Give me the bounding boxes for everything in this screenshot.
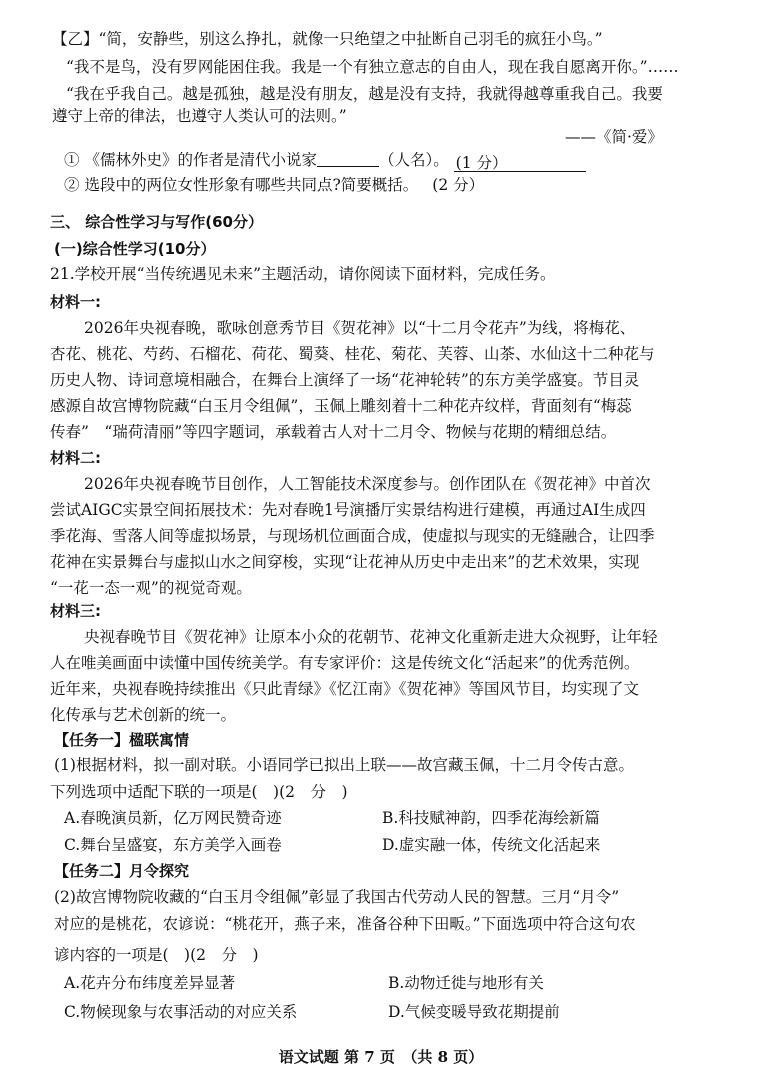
material-line: 人在唯美画面中读懂中国传统美学。有专家评价：这是传统文化“活起来”的优秀范例。	[50, 654, 640, 672]
material-line: 2026年央视春晚节目创作，人工智能技术深度参与。创作团队在《贺花神》中首次	[84, 475, 651, 493]
task-question: 谚内容的一项是( )(2 分 )	[54, 946, 259, 964]
task-title: 【任务一】楹联寓情	[54, 731, 190, 749]
passage-line: “我在乎我自己。越是孤独，越是没有朋友，越是没有支持，我就得越尊重我自己。我要	[66, 85, 663, 103]
material-label: 材料三:	[50, 602, 101, 620]
material-line: 央视春晚节目《贺花神》让原本小众的花朝节、花神文化重新走进大众视野，让年轻	[84, 628, 658, 646]
material-line: 尝试AIGC实景空间拓展技术：先对春晚1号演播厅实景结构进行建模，再通过AI生成四	[50, 501, 646, 519]
option-a[interactable]: A.春晚演员新，亿万网民赞奇迹	[64, 809, 282, 827]
question-2-marker: ②	[64, 176, 80, 194]
task-question: 下列选项中适配下联的一项是( )(2 分 )	[50, 783, 348, 801]
material-line: 杏花、桃花、芍药、石榴花、荷花、蜀葵、桂花、菊花、芙蓉、山茶、水仙这十二种花与	[50, 345, 655, 363]
passage-line: 【乙】“简，安静些，别这么挣扎，就像一只绝望之中扯断自己羽毛的疯狂小鸟。”	[52, 30, 603, 48]
material-line: 化传承与艺术创新的统一。	[50, 706, 237, 724]
question-2-text: 选段中的两位女性形象有哪些共同点?简要概括。	[84, 176, 419, 194]
task-question: 对应的是桃花，农谚说：“桃花开，燕子来，准备谷种下田畈。”下面选项中符合这句农	[54, 915, 636, 933]
option-a[interactable]: A.花卉分布纬度差异显著	[64, 974, 236, 992]
option-b[interactable]: B.动物迁徙与地形有关	[388, 974, 544, 992]
passage-line: “我不是鸟，没有罗网能困住我。我是一个有独立意志的自由人，现在我自愿离开你。”……	[66, 58, 679, 76]
question-1	[64, 150, 586, 172]
question-1-text: 《儒林外史》的作者是清代小说家	[84, 151, 317, 169]
task-question: (1)根据材料，拟一副对联。小语同学已拟出上联——故宫藏玉佩，十二月令传古意。	[54, 756, 634, 774]
option-b[interactable]: B.科技赋神韵，四季花海绘新篇	[382, 809, 600, 827]
option-d[interactable]: D.虚实融一体，传统文化活起来	[382, 836, 601, 854]
subsection-heading: (一)综合性学习(10分）	[54, 240, 216, 258]
option-c[interactable]: C.物候现象与农事活动的对应关系	[64, 1003, 298, 1021]
material-line: 花神在实景舞台与虚拟山水之间穿梭，实现“让花神从历史中走出来”的艺术效果，实现	[50, 553, 640, 571]
option-d[interactable]: D.气候变暖导致花期提前	[388, 1003, 560, 1021]
question-1-tail: （人名）。	[378, 151, 449, 169]
question-1-marker: ①	[64, 151, 80, 169]
page-footer: 语文试题 第 7 页 （共 8 页）	[278, 1048, 484, 1066]
material-line: 历史人物、诗词意境相融合，在舞台上演绎了一场“花神轮转”的东方美学盛宴。节目灵	[50, 371, 640, 389]
answer-blank[interactable]	[317, 150, 379, 167]
task-question: (2)故宫博物院收藏的“白玉月令组佩”彰显了我国古代劳动人民的智慧。三月“月令”	[54, 888, 620, 906]
passage-source: ——《简·爱》	[565, 128, 663, 146]
material-line: 季花海、雪落人间等虚拟场景，与现场机位画面合成，使虚拟与现实的无缝融合，让四季	[50, 527, 655, 545]
material-line: 传春” “瑞荷清丽”等四字题词，承载着古人对十二月令、物候与花期的精细总结。	[50, 423, 617, 441]
material-line: 2026年央视春晚，歌咏创意秀节目《贺花神》以“十二月令花卉”为线，将梅花、	[84, 319, 636, 337]
material-label: 材料一:	[50, 293, 101, 311]
question-21-intro: 21.学校开展“当传统遇见未来”主题活动，请你阅读下面材料，完成任务。	[50, 265, 556, 283]
material-line: “一花一态一观”的视觉奇观。	[50, 579, 252, 597]
question-2-score: (2 分）	[432, 176, 485, 194]
passage-line: 遵守上帝的律法，也遵守人类认可的法则。”	[52, 107, 347, 125]
material-line: 感源自故宫博物院藏“白玉月令组佩”，玉佩上雕刻着十二种花卉纹样，背面刻有“梅蕊	[50, 397, 632, 415]
question-1-score: (1 分）	[454, 153, 586, 172]
option-c[interactable]: C.舞台呈盛宴，东方美学入画卷	[64, 836, 282, 854]
section-heading: 三、 综合性学习与写作(60分）	[50, 213, 263, 231]
material-label: 材料二:	[50, 449, 101, 467]
task-title: 【任务二】月令探究	[54, 862, 190, 880]
material-line: 近年来，央视春晚持续推出《只此青绿》《忆江南》《贺花神》等国风节目，均实现了文	[50, 680, 640, 698]
question-2	[64, 175, 484, 195]
